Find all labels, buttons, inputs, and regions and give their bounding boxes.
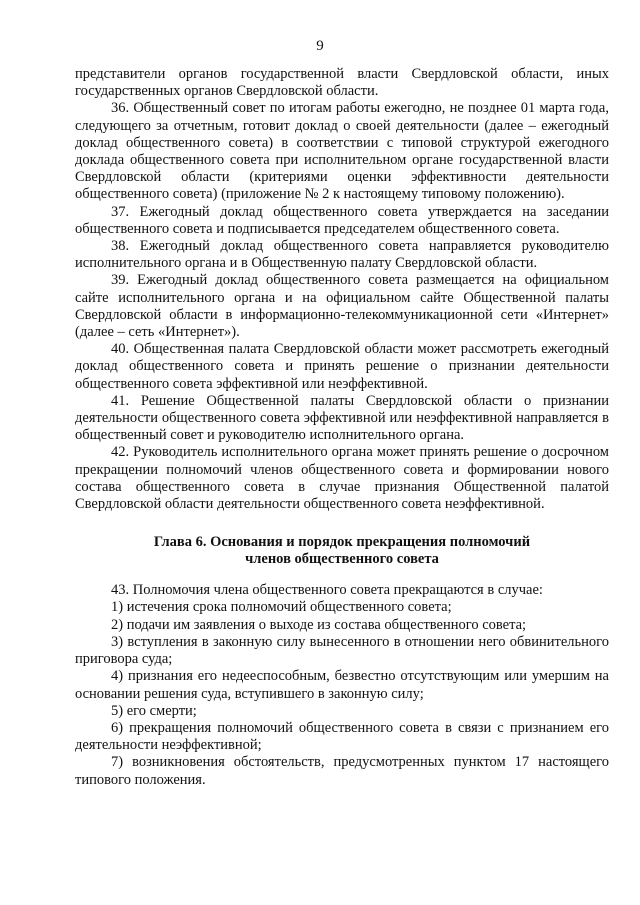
paragraph-36: 36. Общественный совет по итогам работы ежегодно, не позднее 01 марта года, следующего за отчетным, готовит доклад о своей деятельности (далее – ежегодный доклад общественного совета) в соответствии с типовой структурой ежегодного доклада общественного совета при исполнительном органе государственной власти Свердловской области (критериями оценки эффективности деятельности общественного совета) (приложение № 2 к настоящему типовому положению). <box>75 100 609 203</box>
chapter-heading-line2: членов общественного совета <box>245 551 439 568</box>
clause-43-item-2: 2) подачи им заявления о выходе из состава общественного совета; <box>111 616 527 633</box>
clause-43-item-4: 4) признания его недееспособным, безвестно отсутствующим или умершим на основании решения суда, вступившего в законную силу; <box>75 668 609 702</box>
clause-43-item-3: 3) вступления в законную силу вынесенного в отношении него обвинительного приговора суда; <box>75 633 609 668</box>
page-number: 9 <box>316 38 324 54</box>
paragraph-42: 42. Руководитель исполнительного органа может принять решение о досрочном прекращении полномочий членов общественного совета и формировании нового состава общественного совета в случае признания Общественной палатой Свердловской области деятельности общественного совета неэффективной. <box>75 444 609 513</box>
clause-43-item-7: 7) возникновения обстоятельств, предусмотренных пунктом 17 настоящего типового положения. <box>75 754 609 788</box>
document-body <box>75 66 609 789</box>
clause-43-item-1: 1) истечения срока полномочий общественного совета; <box>111 599 452 616</box>
paragraph-37: 37. Ежегодный доклад общественного совета утверждается на заседании общественного совета и подписывается председателем общественного совета. <box>75 203 609 237</box>
chapter-heading-line1: Глава 6. Основания и порядок прекращения полномочий <box>153 534 531 551</box>
paragraph-41: 41. Решение Общественной палаты Свердловской области о признании деятельности общественного совета эффективной или неэффективной направляется в общественный совет и руководителю исполнительного органа. <box>75 392 609 444</box>
clause-43-intro: 43. Полномочия члена общественного совета прекращаются в случае: <box>111 582 543 599</box>
clause-43-item-6: 6) прекращения полномочий общественного совета в связи с признанием его деятельности неэффективной; <box>75 719 609 754</box>
paragraph-38: 38. Ежегодный доклад общественного совета направляется руководителю исполнительного органа и в Общественную палату Свердловской области. <box>75 238 609 272</box>
paragraph-continuation: представители органов государственной власти Свердловской области, иных государственных органов Свердловской области. <box>75 66 609 100</box>
paragraph-39: 39. Ежегодный доклад общественного совета размещается на официальном сайте исполнительного органа и на официальном сайте Общественной палаты Свердловской области в информационно-телекоммуникационной сети «Интернет» (далее – сеть «Интернет»). <box>75 272 609 341</box>
clause-43-item-5: 5) его смерти; <box>111 702 197 719</box>
paragraph-40: 40. Общественная палата Свердловской области может рассмотреть ежегодный доклад общественного совета и принять решение о признании деятельности общественного совета эффективной или неэффективной. <box>75 341 609 392</box>
chapter-heading <box>75 534 609 568</box>
